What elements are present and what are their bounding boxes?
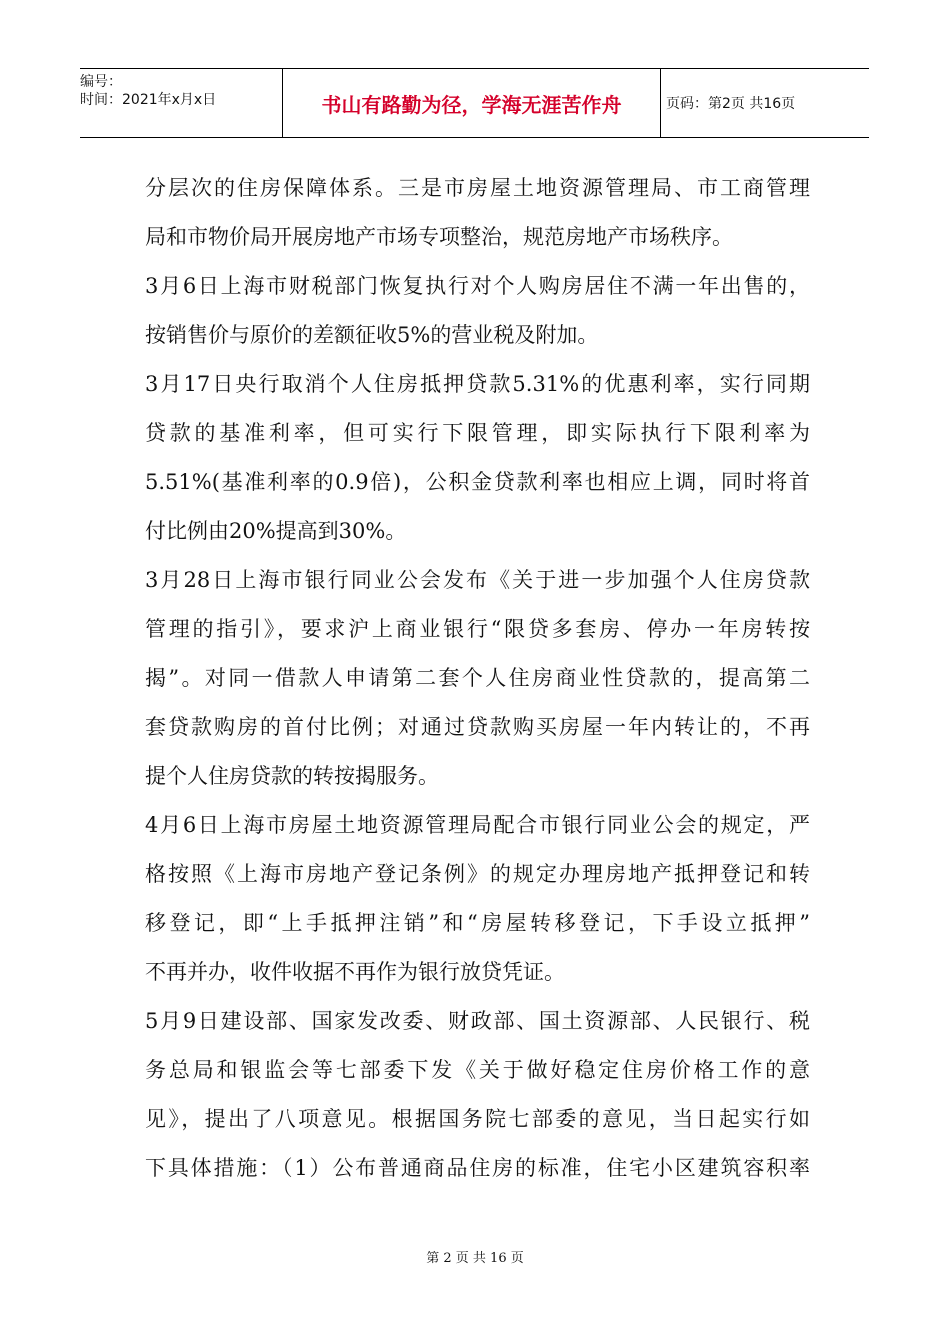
body-line: 3月28日上海市银行同业公会发布《关于进一步加强个人住房贷款 — [145, 568, 810, 592]
body-line: 局和市物价局开展房地产市场专项整治，规范房地产市场秩序。 — [145, 225, 733, 249]
header-page-number: 页码：第2页 共16页 — [666, 96, 796, 112]
document-body — [145, 164, 810, 1193]
body-line: 移登记，即“上手抵押注销”和“房屋转移登记，下手设立抵押” — [145, 911, 810, 935]
body-line: 付比例由20%提高到30%。 — [145, 519, 407, 543]
page-footer: 第 2 页 共 16 页 — [426, 1251, 524, 1266]
body-line: 格按照《上海市房地产登记条例》的规定办理房地产抵押登记和转 — [145, 862, 810, 886]
body-line: 管理的指引》，要求沪上商业银行“限贷多套房、停办一年房转按 — [145, 617, 810, 641]
body-line: 5.51%(基准利率的0.9倍)，公积金贷款利率也相应上调，同时将首 — [145, 470, 810, 494]
body-line: 套贷款购房的首付比例；对通过贷款购买房屋一年内转让的，不再 — [145, 715, 810, 739]
header-info-cell — [80, 69, 283, 137]
body-line: 提个人住房贷款的转按揭服务。 — [145, 764, 439, 788]
header-motto: 书山有路勤为径，学海无涯苦作舟 — [283, 69, 661, 137]
body-line: 3月17日央行取消个人住房抵押贷款5.31%的优惠利率，实行同期 — [145, 372, 810, 396]
body-line: 不再并办，收件收据不再作为银行放贷凭证。 — [145, 960, 565, 984]
body-line: 见》，提出了八项意见。根据国务院七部委的意见，当日起实行如 — [145, 1107, 810, 1131]
body-line: 分层次的住房保障体系。三是市房屋土地资源管理局、市工商管理 — [145, 176, 810, 200]
body-line: 3月6日上海市财税部门恢复执行对个人购房居住不满一年出售的， — [145, 274, 810, 298]
body-line: 4月6日上海市房屋土地资源管理局配合市银行同业公会的规定，严 — [145, 813, 810, 837]
body-line: 务总局和银监会等七部委下发《关于做好稳定住房价格工作的意 — [145, 1058, 810, 1082]
document-time-label: 时间：2021年x月x日 — [80, 92, 217, 108]
body-line: 按销售价与原价的差额征收5%的营业税及附加。 — [145, 323, 599, 347]
body-line: 贷款的基准利率，但可实行下限管理，即实际执行下限利率为 — [145, 421, 810, 445]
body-line: 下具体措施：（1）公布普通商品住房的标准，住宅小区建筑容积率 — [145, 1156, 810, 1180]
document-number-label: 编号： — [80, 74, 122, 90]
page-header — [80, 68, 869, 138]
body-line: 5月9日建设部、国家发改委、财政部、国土资源部、人民银行、税 — [145, 1009, 810, 1033]
body-line: 揭”。对同一借款人申请第二套个人住房商业性贷款的，提高第二 — [145, 666, 810, 690]
